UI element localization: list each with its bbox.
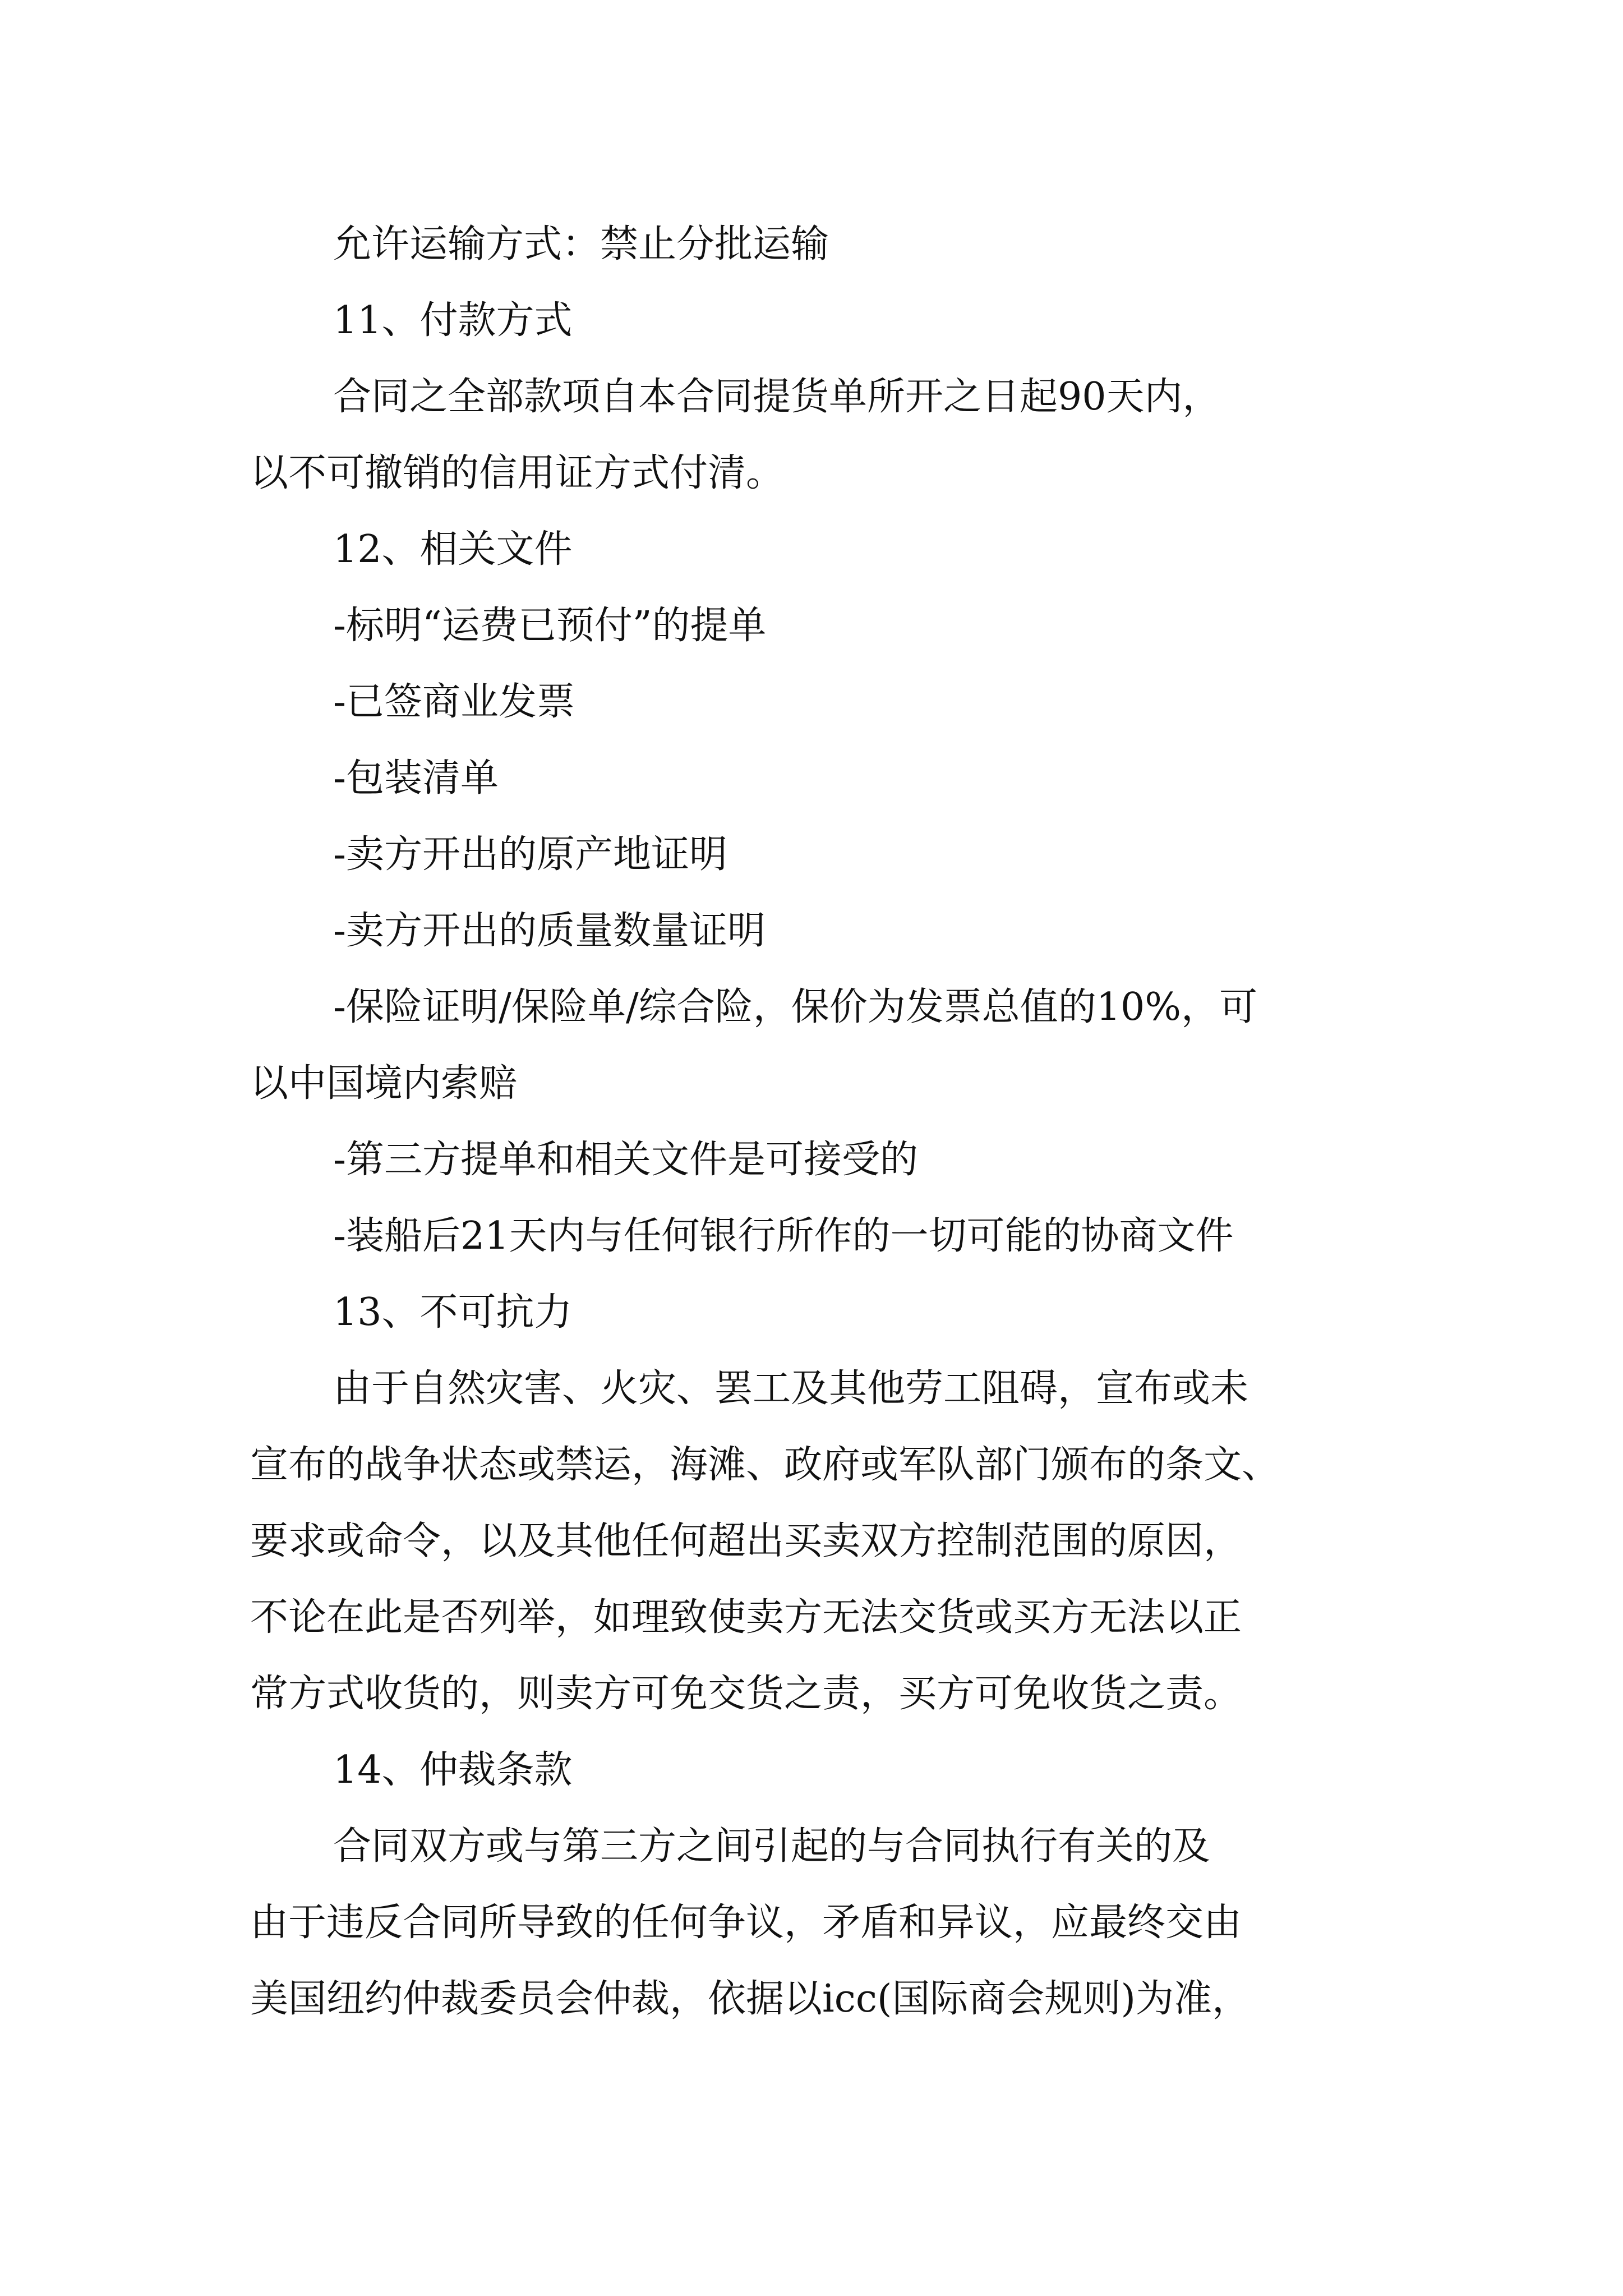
paragraph-line: 不论在此是否列举，如理致使卖方无法交货或买方无法以正 (250, 1595, 1242, 1640)
paragraph-line: 由于自然灾害、火灾、罢工及其他劳工阻碍，宣布或未 (333, 1366, 1249, 1411)
list-item: -包装清单 (333, 756, 499, 800)
paragraph-line: 允许运输方式：禁止分批运输 (333, 222, 829, 266)
paragraph-line: 合同之全部款项自本合同提货单所开之日起90天内， (333, 375, 1221, 419)
list-item: -卖方开出的质量数量证明 (333, 909, 766, 953)
paragraph-line: 要求或命令，以及其他任何超出买卖双方控制范围的原因， (250, 1519, 1242, 1563)
section-heading-payment: 11、付款方式 (333, 298, 573, 343)
list-item: -装船后21天内与任何银行所作的一切可能的协商文件 (333, 1214, 1234, 1258)
document-body (250, 206, 1389, 2037)
list-item: -保险证明/保险单/综合险，保价为发票总值的10%，可 (333, 985, 1257, 1029)
list-item: -标明“运费已预付”的提单 (333, 604, 767, 648)
list-item: -第三方提单和相关文件是可接受的 (333, 1138, 918, 1182)
list-item: -卖方开出的原产地证明 (333, 832, 727, 877)
paragraph-line: 合同双方或与第三方之间引起的与合同执行有关的及 (333, 1824, 1211, 1869)
paragraph-line: 宣布的战争状态或禁运，海滩、政府或军队部门颁布的条文、 (250, 1443, 1280, 1487)
paragraph-line: 美国纽约仲裁委员会仲裁，依据以icc(国际商会规则)为准， (250, 1977, 1250, 2021)
section-heading-arbitration: 14、仲裁条款 (333, 1748, 573, 1792)
list-item: -已签商业发票 (333, 680, 575, 724)
paragraph-line: 常方式收货的，则卖方可免交货之责，买方可免收货之责。 (250, 1672, 1242, 1716)
paragraph-line: 以不可撤销的信用证方式付清。 (250, 451, 785, 495)
section-heading-documents: 12、相关文件 (333, 527, 573, 572)
section-heading-force-majeure: 13、不可抗力 (333, 1290, 573, 1335)
list-item-continuation: 以中国境内索赔 (250, 1061, 518, 1106)
paragraph-line: 由于违反合同所导致的任何争议，矛盾和异议，应最终交由 (250, 1901, 1242, 1945)
